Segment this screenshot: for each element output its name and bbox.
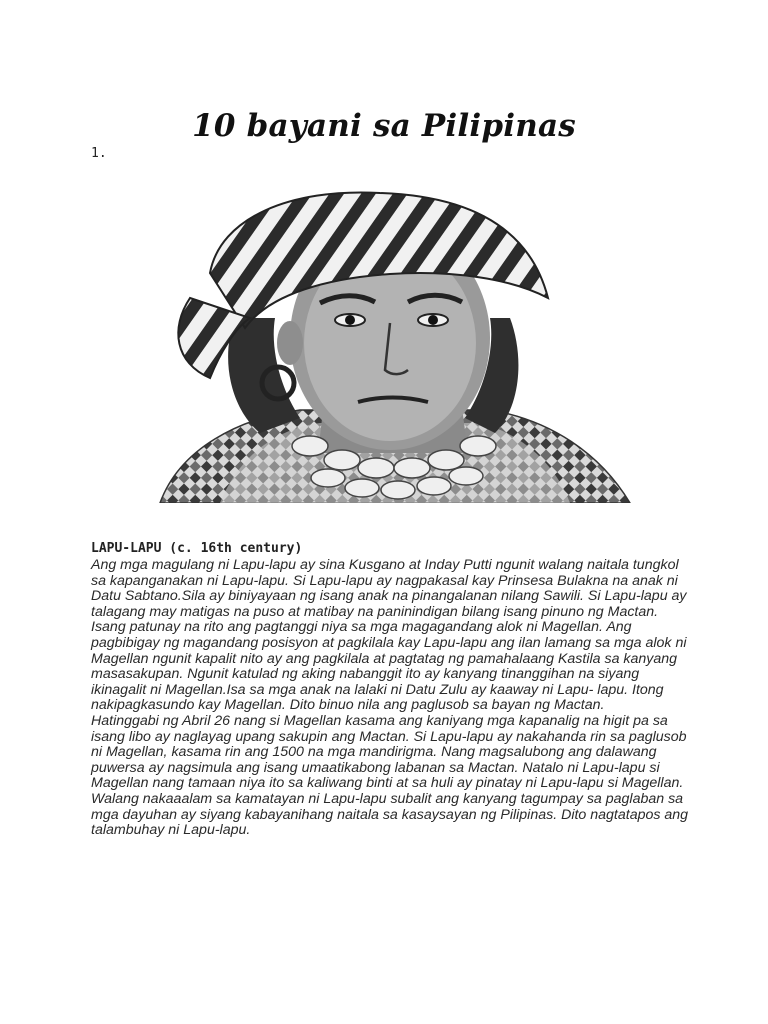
body-line: mga dayuhan ay siyang kabayanihang naitala sa kasaysayan ng Pilipinas. Dito nagtatapos ang — [91, 806, 689, 823]
body-line: isang libo ay naglayag upang sakupin ang Mactan. Si Lapu-lapu ay nakahanda rin sa paglusob — [91, 728, 687, 745]
body-line: Datu Sabtano.Sila ay biniyayaan ng isang anak na pinangalanan nilang Sawili. Si Lapu-lapu ay — [91, 588, 687, 605]
body-line: Magellan ngunit kapalit nito ay ang pagkilala at pagtatag ng pamahalaang Kastila sa kanyang — [91, 650, 678, 667]
body-line: Walang nakaaalam sa kamatayan ni Lapu-lapu subalit ang kanyang tagumpay sa paglaban sa — [91, 790, 684, 807]
body-line: Isang patunay na rito ang pagtanggi niya sa mga magagandang alok ni Magellan. Ang — [91, 619, 632, 636]
body-line: pagbibigay ng magandang posisyon at pagkilala kay Lapu-lapu ang ilan lamang sa mga alok ni — [91, 634, 687, 651]
body-line: ikinagalit ni Magellan.Isa sa mga anak na lalaki ni Datu Zulu ay kaaway ni Lapu- lapu. Itong — [91, 681, 664, 698]
body-line: Magellan nang tamaan niya ito sa kaliwang binti at sa huli ay pinatay ni Lapu-lapu si Magellan. — [91, 775, 684, 792]
body-line: Hatinggabi ng Abril 26 nang si Magellan kasama ang kaniyang mga kapanalig na higit pa sa — [91, 712, 668, 729]
body-line: puwersa ay nagsimula ang isang umaatikabong labanan sa Mactan. Natalo ni Lapu-lapu si — [91, 759, 660, 776]
body-line: talambuhay ni Lapu-lapu. — [91, 822, 251, 839]
body-paragraph — [91, 558, 691, 839]
body-line: ni Magellan, kasama rin ang 1500 na mga mandirigma. Nang magsalubong ang dalawang — [91, 744, 657, 761]
page-title: 10 bayani sa Pilipinas — [192, 108, 576, 144]
section-heading: LAPU-LAPU (c. 16th century) — [91, 541, 303, 556]
body-line: masasakupan. Ngunit katulad ng aking nabanggit ito ay kanyang tinanggihan na siyang — [91, 666, 640, 683]
body-line: nakipagkasundo kay Magellan. Dito binuo nila ang paglusob sa bayan ng Mactan. — [91, 697, 605, 714]
body-line: sa kapanganakan ni Lapu-lapu. Si Lapu-lapu ay nagpakasal kay Prinsesa Bulakna na anak ni — [91, 572, 678, 589]
body-line: Ang mga magulang ni Lapu-lapu ay sina Kusgano at Inday Putti ngunit walang naitala tungkol — [91, 557, 679, 573]
list-number: 1. — [91, 146, 107, 161]
body-line: talagang may matigas na puso at matibay na paninindigan bilang isang pinuno ng Mactan. — [91, 603, 659, 620]
portrait-illustration — [150, 178, 635, 503]
